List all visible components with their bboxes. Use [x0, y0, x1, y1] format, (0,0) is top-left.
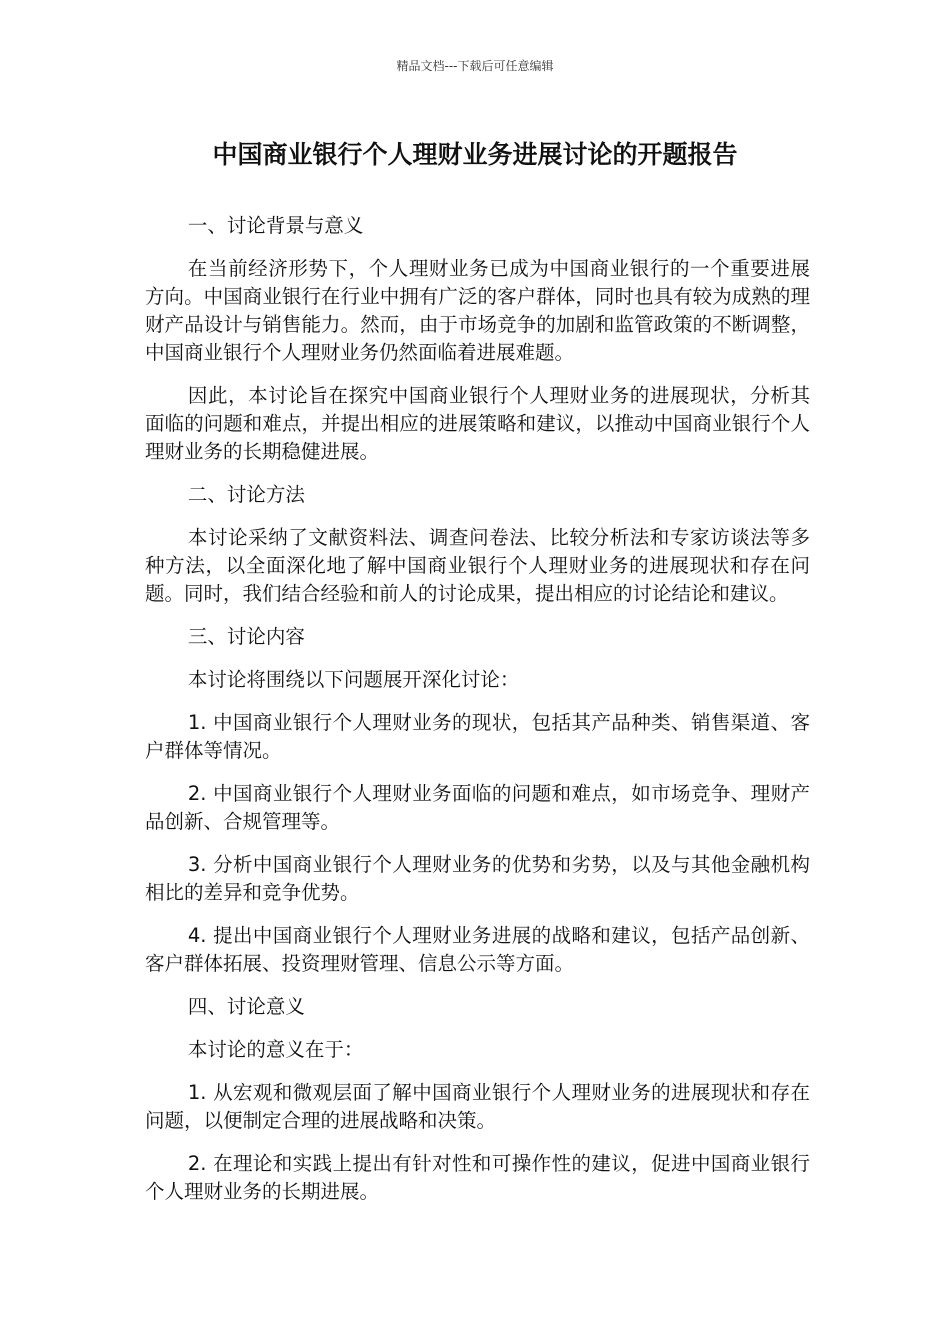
header-note: 精品文档---下载后可任意编辑: [396, 59, 554, 73]
list-item-content-3: 3. 分析中国商业银行个人理财业务的优势和劣势，以及与其他金融机构相比的差异和竞争优势。: [145, 853, 810, 904]
paragraph-methods: 本讨论采纳了文献资料法、调查问卷法、比较分析法和专家访谈法等多种方法，以全面深化地了解中国商业银行个人理财业务的进展现状和存在问题。同时，我们结合经验和前人的讨论成果，提出相应的讨论结论和建议。: [145, 526, 810, 605]
list-item-content-2: 2. 中国商业银行个人理财业务面临的问题和难点，如市场竞争、理财产品创新、合规管理等。: [145, 782, 810, 833]
list-item-significance-2: 2. 在理论和实践上提出有针对性和可操作性的建议，促进中国商业银行个人理财业务的长期进展。: [145, 1152, 810, 1203]
document-body: [145, 212, 810, 1221]
list-item-content-1: 1. 中国商业银行个人理财业务的现状，包括其产品种类、销售渠道、客户群体等情况。: [145, 711, 810, 762]
section-heading-content: 三、讨论内容: [187, 625, 305, 648]
list-item-content-4: 4. 提出中国商业银行个人理财业务进展的战略和建议，包括产品创新、客户群体拓展、投资理财管理、信息公示等方面。: [145, 924, 810, 975]
list-item-significance-1: 1. 从宏观和微观层面了解中国商业银行个人理财业务的进展现状和存在问题，以便制定合理的进展战略和决策。: [145, 1081, 810, 1132]
document-title: 中国商业银行个人理财业务进展讨论的开题报告: [212, 140, 738, 169]
paragraph-content-intro: 本讨论将围绕以下问题展开深化讨论：: [187, 668, 520, 691]
section-heading-methods: 二、讨论方法: [187, 483, 305, 506]
paragraph-background: 在当前经济形势下，个人理财业务已成为中国商业银行的一个重要进展方向。中国商业银行在行业中拥有广泛的客户群体，同时也具有较为成熟的理财产品设计与销售能力。然而，由于市场竞争的加剧和监管政策的不断调整，中国商业银行个人理财业务仍然面临着进展难题。: [145, 257, 810, 364]
section-heading-background: 一、讨论背景与意义: [187, 214, 364, 237]
paragraph-significance-intro: 本讨论的意义在于：: [187, 1038, 364, 1061]
section-heading-significance: 四、讨论意义: [187, 995, 305, 1018]
paragraph-purpose: 因此，本讨论旨在探究中国商业银行个人理财业务的进展现状，分析其面临的问题和难点，并提出相应的进展策略和建议，以推动中国商业银行个人理财业务的长期稳健进展。: [145, 384, 810, 463]
